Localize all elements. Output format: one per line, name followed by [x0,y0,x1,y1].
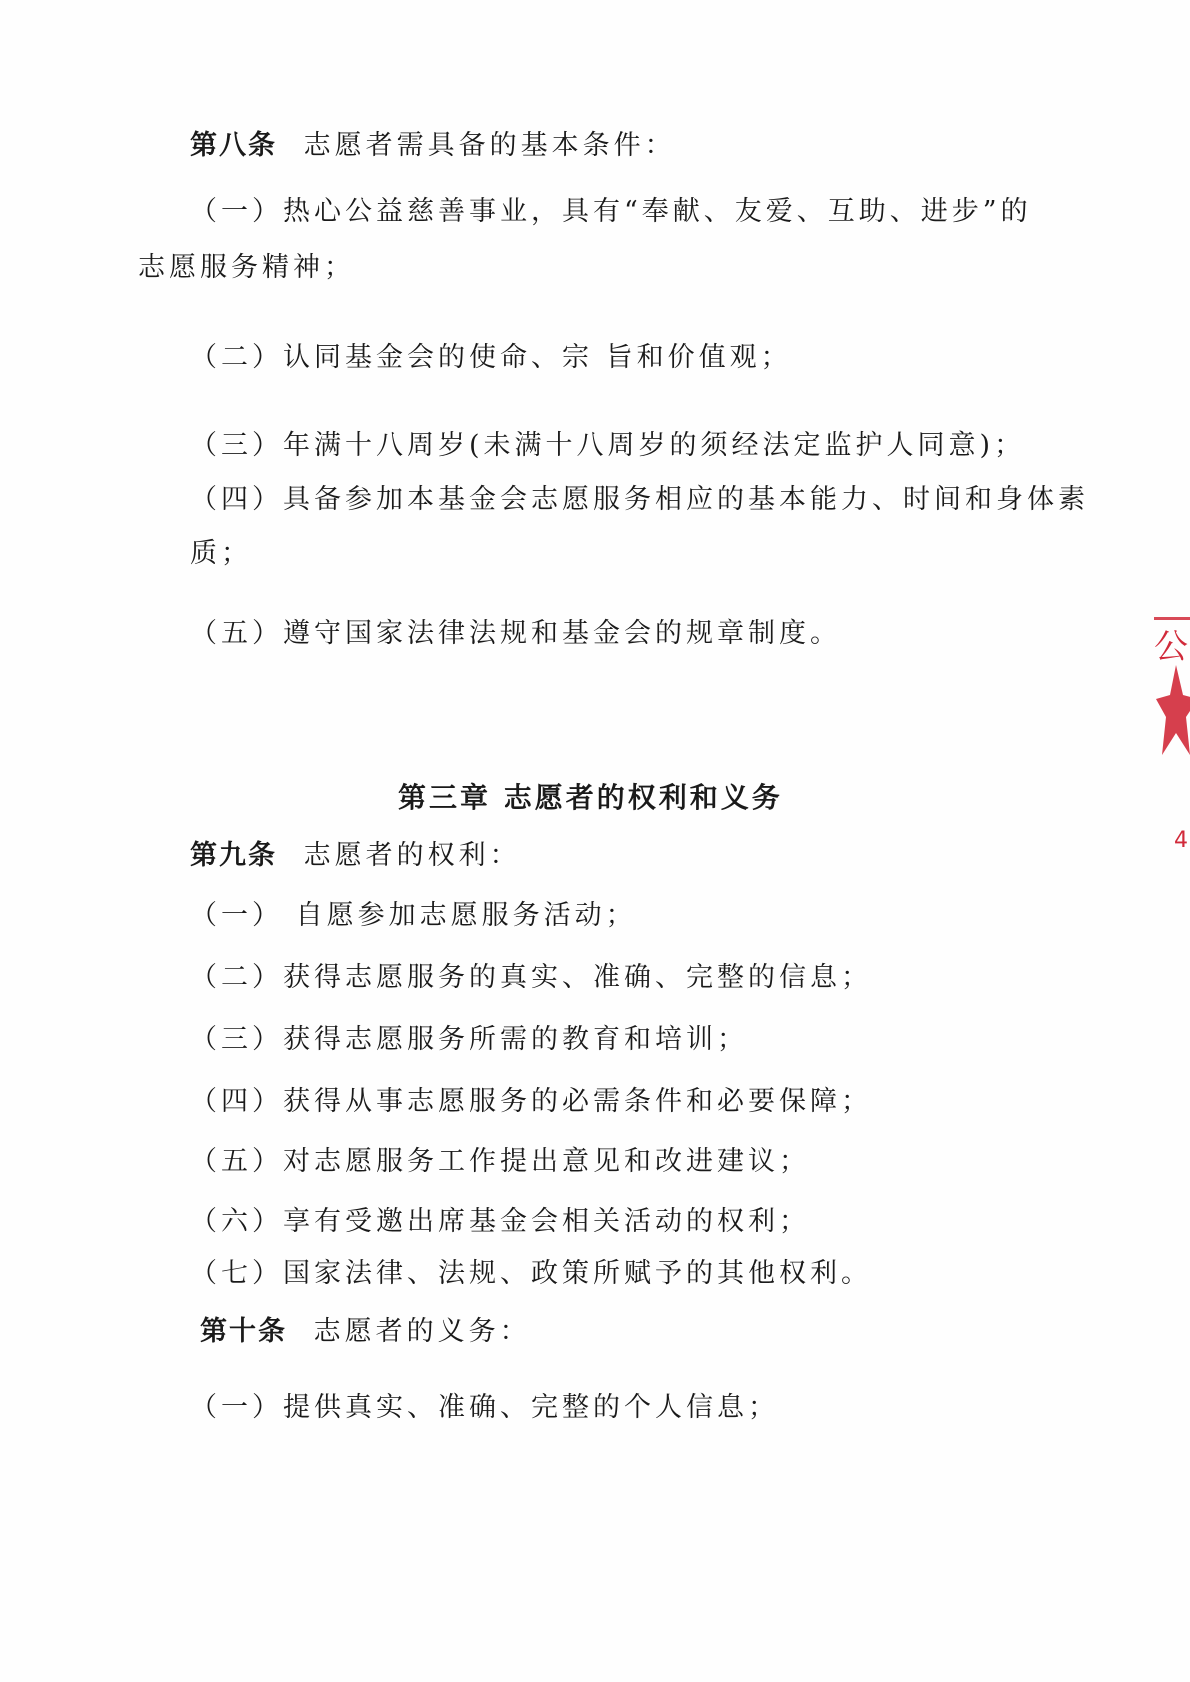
article-9-item-6: （六）享有受邀出席基金会相关活动的权利； [190,1206,810,1237]
article-8-item-2: （二）认同基金会的使命、宗 旨和价值观； [190,342,792,373]
seal-character: 公 [1154,627,1188,667]
page-number: 4 [1174,828,1188,853]
article-10-line [200,1314,531,1350]
article-10-item-1: （一）提供真实、准确、完整的个人信息； [190,1392,779,1423]
article-8-heading: 第八条 [190,130,277,161]
article-8-item-3: （三）年满十八周岁(未满十八周岁的须经法定监护人同意)； [190,430,1026,461]
article-8-item-1: （一）热心公益慈善事业，具有“奉献、友爱、互助、进步”的 [190,196,1032,227]
article-9-item-3: （三）获得志愿服务所需的教育和培训； [190,1024,748,1055]
article-8-item-5: （五）遵守国家法律法规和基金会的规章制度。 [190,618,841,649]
article-9-item-4: （四）获得从事志愿服务的必需条件和必要保障； [190,1086,872,1117]
article-8-item-4-cont: 质； [190,538,252,569]
article-10-text: 志愿者的义务： [313,1316,531,1347]
article-10-heading: 第十条 [200,1316,287,1347]
article-8-text: 志愿者需具备的基本条件： [303,130,676,161]
article-9-text: 志愿者的权利： [303,840,521,871]
article-8-item-4: （四）具备参加本基金会志愿服务相应的基本能力、时间和身体素 [190,484,1089,515]
article-9-item-7: （七）国家法律、法规、政策所赋予的其他权利。 [190,1258,872,1289]
article-9-item-1: （一） 自愿参加志愿服务活动； [190,900,637,931]
article-9-line [190,838,521,874]
article-8-line [190,128,676,164]
article-9-item-5: （五）对志愿服务工作提出意见和改进建议； [190,1146,810,1177]
official-seal-stamp [1148,605,1190,775]
article-8-item-1-cont: 志愿服务精神； [138,252,355,283]
seal-star-icon [1156,665,1190,765]
chapter-title: 第三章 志愿者的权利和义务 [398,781,783,814]
article-9-heading: 第九条 [190,840,277,871]
article-9-item-2: （二）获得志愿服务的真实、准确、完整的信息； [190,962,872,993]
